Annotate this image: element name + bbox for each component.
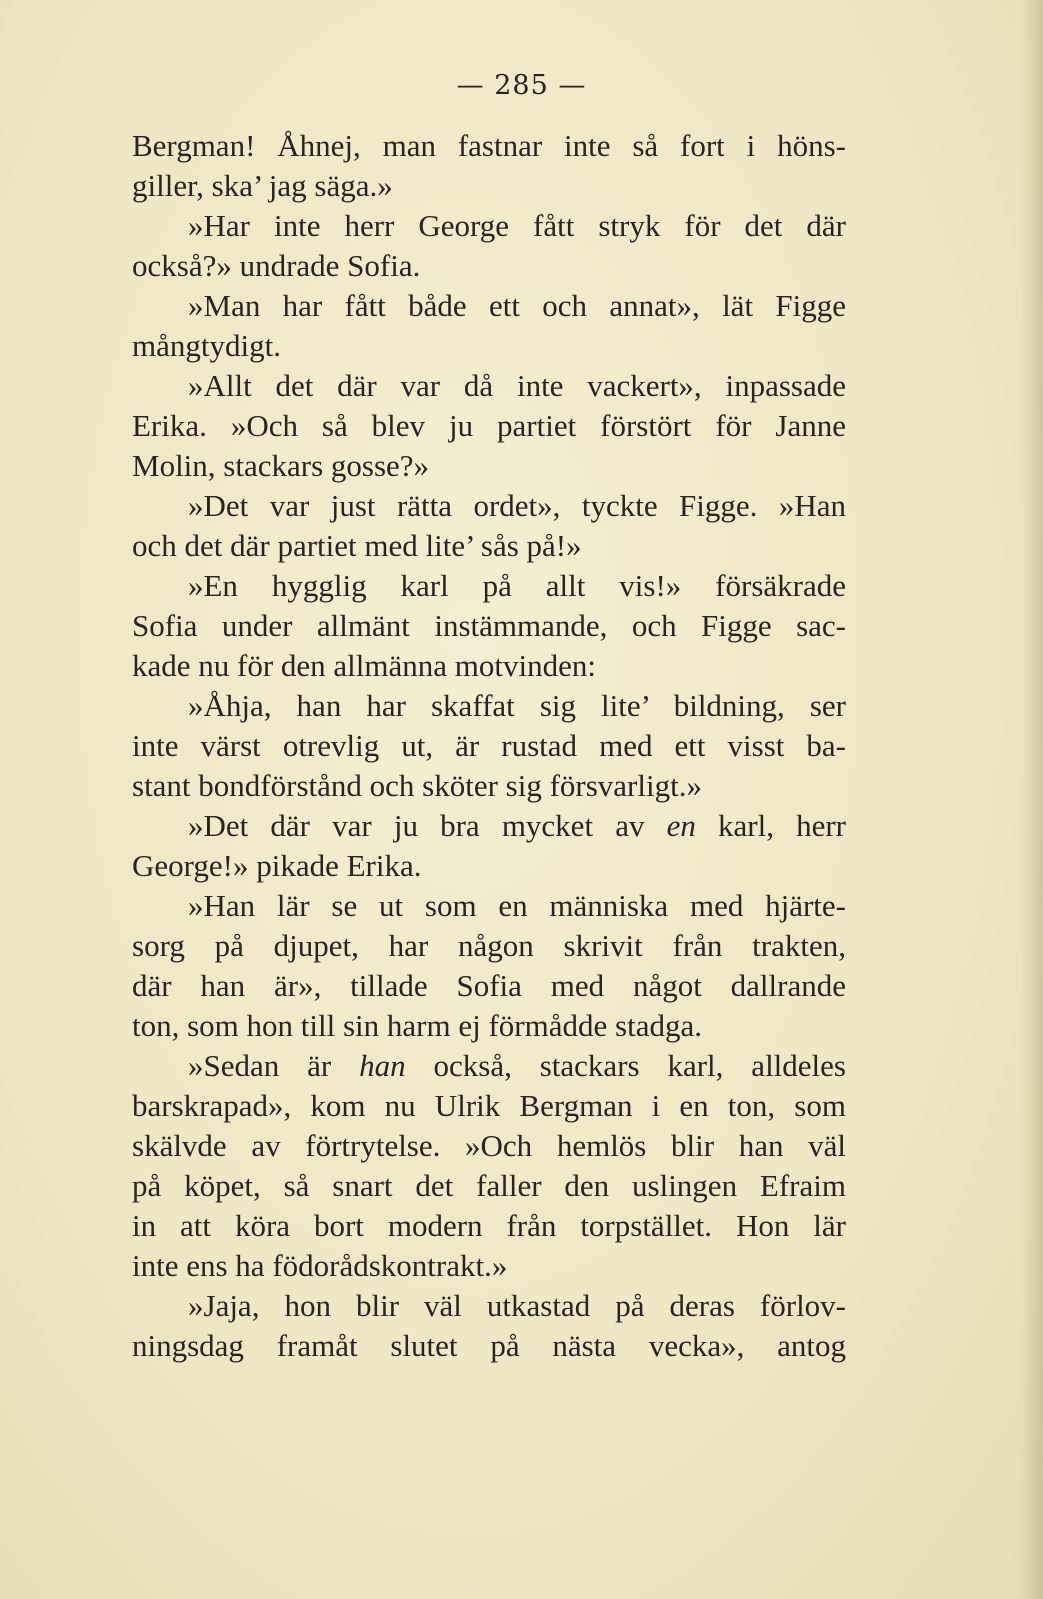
text-line: »Man har fått både ett och annat», lät Figge xyxy=(188,288,846,323)
text-line: stant bondförstånd och sköter sig försvarligt.» xyxy=(132,768,702,803)
text-line: barskrapad», kom nu Ulrik Bergman i en ton, som xyxy=(132,1088,846,1123)
italic-word: en xyxy=(666,808,696,843)
text-line: Molin, stackars gosse?» xyxy=(132,448,430,483)
italic-word: han xyxy=(359,1048,406,1083)
text-line: där han är», tillade Sofia med något dallrande xyxy=(132,968,846,1003)
text-line: »Det var just rätta ordet», tyckte Figge. »Han xyxy=(188,488,846,523)
text-line: »En hygglig karl på allt vis!» försäkrade xyxy=(188,568,846,603)
text-line: på köpet, så snart det faller den uslingen Efraim xyxy=(132,1168,846,1203)
text-line: ningsdag framåt slutet på nästa vecka», antog xyxy=(132,1328,846,1363)
text-line: in att köra bort modern från torpstället. Hon lär xyxy=(132,1208,846,1243)
text-line: sorg på djupet, har någon skrivit från trakten, xyxy=(132,928,846,963)
text-line: mångtydigt. xyxy=(132,328,281,363)
text-line: inte värst otrevlig ut, är rustad med ett visst ba- xyxy=(132,728,846,763)
body-text xyxy=(132,126,846,1366)
text-line: George!» pikade Erika. xyxy=(132,848,422,883)
text-line: skälvde av förtrytelse. »Och hemlös blir han väl xyxy=(132,1128,846,1163)
text-line: Erika. »Och så blev ju partiet förstört för Janne xyxy=(132,408,846,443)
text-line: »Har inte herr George fått stryk för det där xyxy=(188,208,846,243)
text-line: också?» undrade Sofia. xyxy=(132,248,421,283)
text-line: inte ens ha födorådskontrakt.» xyxy=(132,1248,508,1283)
text-line: »Det där var ju bra mycket av en karl, herr xyxy=(188,808,847,843)
text-line: »Allt det där var då inte vackert», inpassade xyxy=(188,368,846,403)
text-line: Sofia under allmänt instämmande, och Figge sac- xyxy=(132,608,846,643)
page-number: — 285 — xyxy=(456,70,587,101)
text-line: och det där partiet med lite’ sås på!» xyxy=(132,528,582,563)
text-line: ton, som hon till sin harm ej förmådde stadga. xyxy=(132,1008,702,1043)
text-line: giller, ska’ jag säga.» xyxy=(132,168,393,203)
text-line: »Han lär se ut som en människa med hjärte- xyxy=(188,888,846,923)
page-edge-shadow xyxy=(1021,0,1043,1599)
text-line: »Åhja, han har skaffat sig lite’ bildning, ser xyxy=(188,688,846,723)
text-line: Bergman! Åhnej, man fastnar inte så fort i höns- xyxy=(132,128,846,163)
text-line: »Jaja, hon blir väl utkastad på deras förlov- xyxy=(188,1288,846,1323)
text-line: kade nu för den allmänna motvinden: xyxy=(132,648,597,683)
text-line: »Sedan är han också, stackars karl, alldeles xyxy=(188,1048,846,1083)
